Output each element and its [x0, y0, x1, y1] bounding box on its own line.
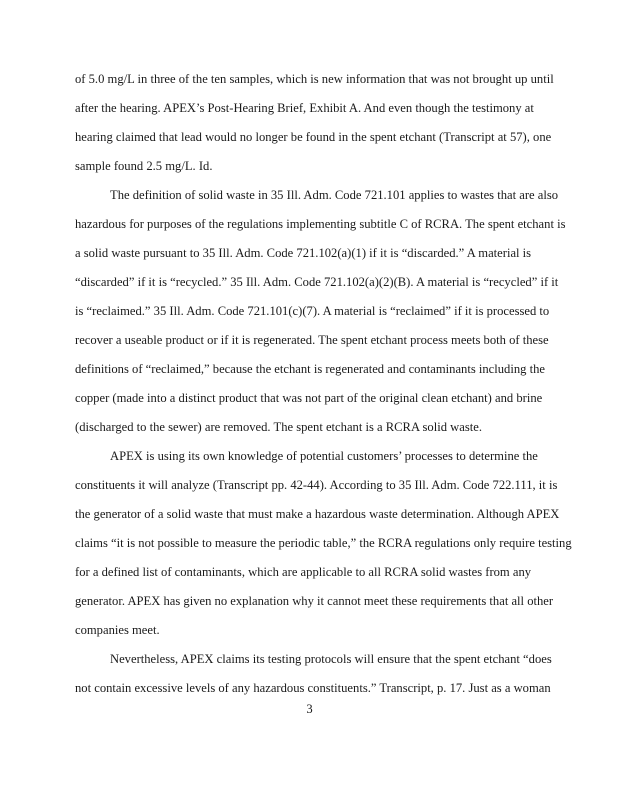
body-line: constituents it will analyze (Transcript pp. 42-44). According to 35 Ill. Adm. Code 722.111, it is: [75, 478, 558, 492]
body-line: is “reclaimed.” 35 Ill. Adm. Code 721.101(c)(7). A material is “reclaimed” if it is processed to: [75, 304, 550, 318]
body-line: a solid waste pursuant to 35 Ill. Adm. Code 721.102(a)(1) if it is “discarded.” A material is: [75, 246, 532, 260]
paragraph-first-line: The definition of solid waste in 35 Ill. Adm. Code 721.101 applies to wastes that are also: [110, 188, 559, 202]
body-line: after the hearing. APEX’s Post-Hearing Brief, Exhibit A. And even though the testimony at: [75, 101, 534, 115]
paragraph-first-line: Nevertheless, APEX claims its testing protocols will ensure that the spent etchant “does: [110, 652, 552, 666]
body-line: hearing claimed that lead would no longer be found in the spent etchant (Transcript at 57), one: [75, 130, 552, 144]
body-line: companies meet.: [75, 623, 160, 637]
body-line: generator. APEX has given no explanation why it cannot meet these requirements that all other: [75, 594, 554, 608]
body-line: the generator of a solid waste that must make a hazardous waste determination. Although APEX: [75, 507, 560, 521]
body-line: of 5.0 mg/L in three of the ten samples, which is new information that was not brought up until: [75, 72, 554, 86]
body-line: not contain excessive levels of any hazardous constituents.” Transcript, p. 17. Just as a woman: [75, 681, 551, 695]
body-line: recover a useable product or if it is regenerated. The spent etchant process meets both of these: [75, 333, 549, 347]
body-line: for a defined list of contaminants, which are applicable to all RCRA solid wastes from any: [75, 565, 532, 579]
body-line: “discarded” if it is “recycled.” 35 Ill. Adm. Code 721.102(a)(2)(B). A material is “recycled” if it: [75, 275, 559, 289]
body-line: claims “it is not possible to measure the periodic table,” the RCRA regulations only require testing: [75, 536, 572, 550]
body-line: copper (made into a distinct product that was not part of the original clean etchant) and brine: [75, 391, 543, 405]
body-line: definitions of “reclaimed,” because the etchant is regenerated and contaminants including the: [75, 362, 545, 376]
page-number: 3: [306, 702, 313, 716]
paragraph-first-line: APEX is using its own knowledge of potential customers’ processes to determine the: [110, 449, 538, 463]
body-line: sample found 2.5 mg/L. Id.: [75, 159, 213, 173]
body-line: hazardous for purposes of the regulations implementing subtitle C of RCRA. The spent etchant is: [75, 217, 566, 231]
body-line: (discharged to the sewer) are removed. The spent etchant is a RCRA solid waste.: [75, 420, 482, 434]
